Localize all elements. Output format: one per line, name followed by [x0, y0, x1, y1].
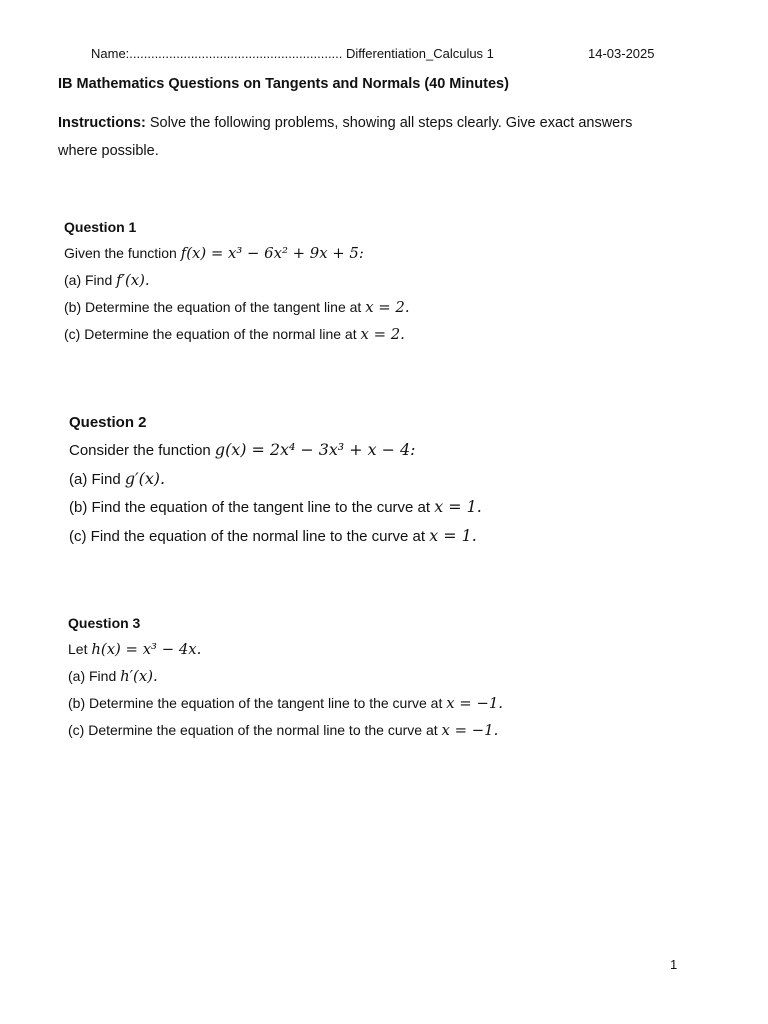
part-text: (b) Determine the equation of the tangent line to the curve at [68, 695, 447, 711]
question-part-c [68, 717, 503, 744]
instructions-text: Solve the following problems, showing all steps clearly. Give exact answers where possible. [58, 115, 633, 159]
part-math: g′(x). [124, 468, 166, 488]
part-text: (c) Determine the equation of the normal line to the curve at [68, 722, 442, 738]
question-intro [64, 240, 410, 267]
part-text: (a) Find [69, 470, 125, 488]
intro-math: g(x) = 2x⁴ − 3x³ + x − 4: [214, 440, 416, 459]
part-text: (a) Find [68, 668, 121, 684]
intro-text: Consider the function [69, 442, 215, 459]
question-part-b [64, 294, 410, 321]
part-math: x = 1. [434, 497, 482, 516]
part-math: x = −1. [446, 695, 504, 712]
question-part-a [69, 465, 482, 494]
page-number: 1 [670, 957, 678, 972]
part-text: (b) Find the equation of the tangent line to the curve at [69, 499, 435, 516]
question-2 [69, 410, 482, 550]
part-math: x = 1. [429, 525, 477, 545]
question-part-c [64, 321, 410, 348]
page-header [0, 46, 768, 64]
instructions-label: Instructions: [58, 115, 146, 131]
question-intro [68, 636, 503, 663]
part-text: (b) Determine the equation of the tangent line at [64, 299, 366, 315]
question-title: Question 2 [69, 414, 147, 431]
question-3 [68, 610, 503, 744]
intro-math: h(x) = x³ − 4x. [91, 641, 202, 658]
intro-math: f(x) = x³ − 6x² + 9x + 5: [180, 245, 364, 262]
part-text: (c) Determine the equation of the normal line at [64, 326, 361, 342]
part-math: x = 2. [365, 299, 410, 316]
question-part-a [68, 663, 503, 690]
question-title: Question 3 [68, 615, 141, 631]
instructions [58, 109, 658, 165]
question-part-c [69, 522, 482, 551]
header-date: 14-03-2025 [588, 46, 655, 61]
question-title: Question 1 [64, 219, 137, 235]
question-part-a [64, 267, 410, 294]
part-math: x = −1. [441, 722, 499, 739]
part-math: h′(x). [120, 668, 158, 685]
part-text: (a) Find [64, 272, 117, 288]
intro-text: Let [68, 641, 92, 657]
intro-text: Given the function [64, 245, 181, 261]
question-intro [69, 436, 482, 465]
document-title: IB Mathematics Questions on Tangents and Normals (40 Minutes) [58, 76, 509, 92]
question-part-b [69, 493, 482, 522]
question-1 [64, 214, 410, 348]
name-field: Name:........................................................... Differentiation_Calculus 1 [91, 46, 494, 61]
part-text: (c) Find the equation of the normal line to the curve at [69, 527, 430, 545]
question-part-b [68, 690, 503, 717]
part-math: x = 2. [360, 326, 405, 343]
part-math: f′(x). [116, 272, 150, 289]
